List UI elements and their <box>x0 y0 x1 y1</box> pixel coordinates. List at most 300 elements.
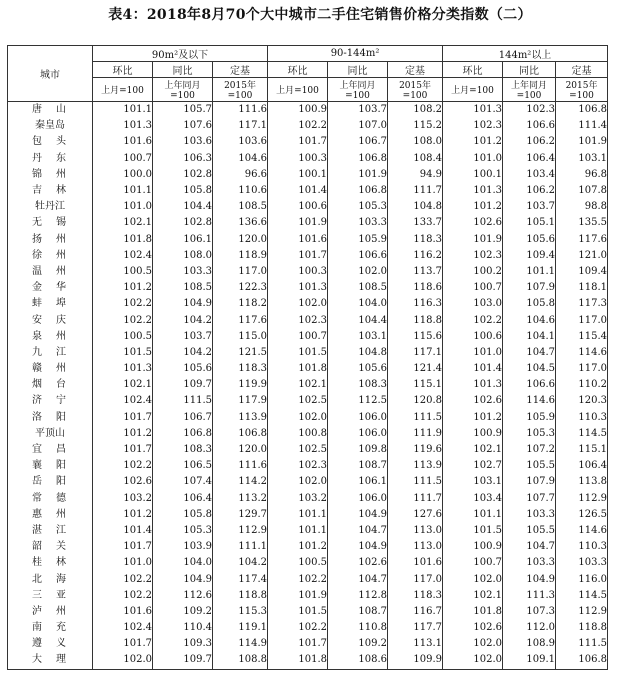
index-value: 109.7 <box>153 652 213 669</box>
index-value: 117.9 <box>213 393 268 409</box>
index-value: 104.7 <box>503 345 556 361</box>
base-last-month: 上月=100 <box>93 78 153 102</box>
index-value: 101.5 <box>268 604 328 620</box>
index-value: 102.2 <box>93 296 153 312</box>
subheader-mom: 环比 <box>93 62 153 78</box>
index-value: 101.2 <box>443 199 503 215</box>
index-value: 109.3 <box>153 636 213 652</box>
index-value: 101.0 <box>93 199 153 215</box>
index-value: 102.5 <box>268 393 328 409</box>
index-value: 117.4 <box>213 571 268 587</box>
index-value: 114.6 <box>503 393 556 409</box>
city-name: 丹 东 <box>8 151 93 167</box>
subheader-yoy: 同比 <box>153 62 213 78</box>
index-value: 101.1 <box>93 102 153 119</box>
base-last-month: 上月=100 <box>443 78 503 102</box>
index-value: 117.3 <box>556 296 608 312</box>
index-value: 112.8 <box>328 588 388 604</box>
index-value: 121.4 <box>388 361 443 377</box>
city-name: 大 理 <box>8 652 93 669</box>
header-row-subheaders <box>8 62 608 78</box>
index-value: 120.0 <box>213 442 268 458</box>
index-value: 104.5 <box>503 361 556 377</box>
base-year-2015: 2015年=100 <box>556 78 608 102</box>
index-value: 118.2 <box>213 296 268 312</box>
index-value: 110.6 <box>213 183 268 199</box>
city-name: 烟 台 <box>8 377 93 393</box>
index-value: 103.1 <box>443 474 503 490</box>
base-year-2015: 2015年=100 <box>388 78 443 102</box>
index-value: 105.1 <box>503 215 556 231</box>
index-value: 100.6 <box>443 329 503 345</box>
index-value: 102.1 <box>443 588 503 604</box>
table-row <box>8 636 608 652</box>
index-value: 102.4 <box>93 393 153 409</box>
index-value: 100.3 <box>268 151 328 167</box>
base-last-month: 上月=100 <box>268 78 328 102</box>
index-value: 101.8 <box>268 652 328 669</box>
index-value: 101.9 <box>268 215 328 231</box>
index-value: 102.2 <box>93 588 153 604</box>
index-value: 103.1 <box>556 151 608 167</box>
index-value: 101.7 <box>268 248 328 264</box>
index-value: 101.5 <box>443 523 503 539</box>
index-value: 102.1 <box>268 377 328 393</box>
index-value: 106.4 <box>503 151 556 167</box>
index-value: 102.5 <box>268 442 328 458</box>
index-value: 101.9 <box>556 134 608 150</box>
index-value: 105.9 <box>328 232 388 248</box>
city-name: 常 德 <box>8 491 93 507</box>
index-value: 106.6 <box>503 377 556 393</box>
index-value: 101.3 <box>443 102 503 119</box>
index-value: 101.2 <box>443 410 503 426</box>
city-name: 宜 昌 <box>8 442 93 458</box>
table-row <box>8 134 608 150</box>
index-value: 100.2 <box>443 264 503 280</box>
index-value: 135.5 <box>556 215 608 231</box>
index-value: 108.5 <box>328 280 388 296</box>
index-value: 109.4 <box>503 248 556 264</box>
index-value: 118.8 <box>388 312 443 328</box>
city-name: 岳 阳 <box>8 474 93 490</box>
index-value: 102.0 <box>328 264 388 280</box>
index-value: 106.8 <box>556 102 608 119</box>
index-value: 105.9 <box>503 410 556 426</box>
index-value: 129.7 <box>213 507 268 523</box>
index-value: 105.5 <box>503 458 556 474</box>
index-value: 116.2 <box>388 248 443 264</box>
index-value: 113.9 <box>213 410 268 426</box>
index-value: 104.9 <box>328 539 388 555</box>
index-value: 110.3 <box>556 410 608 426</box>
index-value: 101.0 <box>443 345 503 361</box>
index-value: 101.1 <box>93 183 153 199</box>
index-value: 103.6 <box>153 134 213 150</box>
table-body <box>8 102 608 670</box>
index-value: 101.9 <box>443 232 503 248</box>
index-value: 103.0 <box>443 296 503 312</box>
page-title: 表4：2018年8月70个大中城市二手住宅销售价格分类指数（二） <box>108 7 532 23</box>
index-value: 105.8 <box>153 183 213 199</box>
index-value: 112.6 <box>153 588 213 604</box>
city-name: 扬 州 <box>8 232 93 248</box>
index-value: 101.1 <box>268 523 328 539</box>
index-value: 102.2 <box>443 312 503 328</box>
subheader-fixed-base: 定基 <box>556 62 608 78</box>
index-value: 105.6 <box>328 361 388 377</box>
table-row <box>8 523 608 539</box>
index-value: 102.2 <box>93 458 153 474</box>
city-name: 蚌 埠 <box>8 296 93 312</box>
index-value: 115.3 <box>213 604 268 620</box>
city-name: 襄 阳 <box>8 458 93 474</box>
table-row <box>8 296 608 312</box>
index-value: 101.6 <box>388 555 443 571</box>
index-value: 103.7 <box>328 102 388 119</box>
table-row <box>8 507 608 523</box>
index-value: 117.0 <box>556 361 608 377</box>
index-value: 101.8 <box>93 232 153 248</box>
index-value: 101.4 <box>268 183 328 199</box>
index-value: 102.0 <box>443 652 503 669</box>
table-row <box>8 588 608 604</box>
city-name: 秦皇岛 <box>8 118 93 134</box>
index-value: 101.5 <box>93 345 153 361</box>
table-row <box>8 539 608 555</box>
index-value: 111.7 <box>388 183 443 199</box>
index-value: 119.6 <box>388 442 443 458</box>
index-value: 120.8 <box>388 393 443 409</box>
index-value: 105.7 <box>153 102 213 119</box>
index-value: 103.7 <box>503 199 556 215</box>
index-value: 113.7 <box>388 264 443 280</box>
table-row <box>8 620 608 636</box>
index-value: 96.6 <box>213 167 268 183</box>
index-value: 121.5 <box>213 345 268 361</box>
index-value: 106.0 <box>328 426 388 442</box>
index-value: 101.3 <box>93 361 153 377</box>
header-row-groups <box>8 46 608 62</box>
index-value: 113.9 <box>388 458 443 474</box>
index-value: 109.4 <box>556 264 608 280</box>
subheader-yoy: 同比 <box>328 62 388 78</box>
index-value: 107.9 <box>503 474 556 490</box>
index-value: 117.0 <box>388 571 443 587</box>
index-value: 101.1 <box>268 507 328 523</box>
index-value: 102.3 <box>268 312 328 328</box>
city-name: 安 庆 <box>8 312 93 328</box>
table-row <box>8 571 608 587</box>
index-value: 105.3 <box>503 426 556 442</box>
index-value: 101.9 <box>328 167 388 183</box>
index-value: 101.2 <box>443 134 503 150</box>
index-value: 106.0 <box>328 410 388 426</box>
index-value: 102.4 <box>93 620 153 636</box>
index-value: 107.0 <box>328 118 388 134</box>
index-value: 102.3 <box>443 248 503 264</box>
index-value: 101.4 <box>443 361 503 377</box>
index-value: 101.6 <box>268 232 328 248</box>
index-value: 106.8 <box>556 652 608 669</box>
index-value: 116.0 <box>556 571 608 587</box>
index-value: 113.8 <box>556 474 608 490</box>
index-value: 102.1 <box>93 215 153 231</box>
index-value: 108.7 <box>328 604 388 620</box>
index-value: 106.6 <box>328 248 388 264</box>
index-value: 119.1 <box>213 620 268 636</box>
index-value: 103.6 <box>213 134 268 150</box>
index-value: 104.8 <box>328 345 388 361</box>
table-row <box>8 410 608 426</box>
city-name: 唐 山 <box>8 102 93 119</box>
index-value: 107.3 <box>503 604 556 620</box>
index-value: 104.9 <box>153 571 213 587</box>
index-value: 108.2 <box>388 102 443 119</box>
index-value: 111.5 <box>388 474 443 490</box>
index-value: 106.1 <box>153 232 213 248</box>
index-value: 102.4 <box>93 248 153 264</box>
header-row-bases <box>8 78 608 102</box>
index-value: 106.2 <box>503 183 556 199</box>
index-value: 101.6 <box>93 604 153 620</box>
index-value: 133.7 <box>388 215 443 231</box>
index-value: 103.2 <box>268 491 328 507</box>
table-row <box>8 151 608 167</box>
index-value: 110.3 <box>556 539 608 555</box>
index-value: 117.0 <box>213 264 268 280</box>
city-name: 赣 州 <box>8 361 93 377</box>
index-value: 115.4 <box>556 329 608 345</box>
index-value: 108.6 <box>328 652 388 669</box>
index-value: 101.7 <box>268 636 328 652</box>
index-value: 104.9 <box>503 571 556 587</box>
index-value: 100.9 <box>443 539 503 555</box>
index-value: 98.8 <box>556 199 608 215</box>
index-value: 100.3 <box>268 264 328 280</box>
index-value: 108.7 <box>328 458 388 474</box>
index-value: 111.7 <box>388 491 443 507</box>
index-value: 120.0 <box>213 232 268 248</box>
index-value: 109.9 <box>388 652 443 669</box>
index-value: 101.7 <box>268 134 328 150</box>
index-value: 103.3 <box>153 264 213 280</box>
index-value: 108.3 <box>153 442 213 458</box>
city-name: 三 亚 <box>8 588 93 604</box>
table-row <box>8 312 608 328</box>
index-value: 113.1 <box>388 636 443 652</box>
index-value: 108.5 <box>153 280 213 296</box>
index-value: 105.5 <box>503 523 556 539</box>
index-value: 101.7 <box>93 442 153 458</box>
index-value: 102.0 <box>93 652 153 669</box>
index-value: 106.0 <box>328 491 388 507</box>
index-value: 111.5 <box>388 410 443 426</box>
index-value: 100.0 <box>93 167 153 183</box>
table-row <box>8 280 608 296</box>
index-value: 104.8 <box>388 199 443 215</box>
index-value: 103.2 <box>93 491 153 507</box>
index-value: 118.8 <box>213 588 268 604</box>
index-value: 118.3 <box>388 232 443 248</box>
index-value: 102.6 <box>443 393 503 409</box>
index-value: 102.0 <box>268 410 328 426</box>
index-value: 102.0 <box>443 571 503 587</box>
city-name: 北 海 <box>8 571 93 587</box>
index-value: 102.2 <box>268 620 328 636</box>
index-value: 127.6 <box>388 507 443 523</box>
index-value: 110.8 <box>328 620 388 636</box>
index-value: 103.7 <box>153 329 213 345</box>
index-value: 115.2 <box>388 118 443 134</box>
index-value: 113.2 <box>213 491 268 507</box>
table-row <box>8 248 608 264</box>
index-value: 110.2 <box>556 377 608 393</box>
index-value: 111.6 <box>213 102 268 119</box>
index-value: 104.2 <box>153 345 213 361</box>
city-name: 温 州 <box>8 264 93 280</box>
index-value: 111.4 <box>556 118 608 134</box>
index-value: 109.7 <box>153 377 213 393</box>
index-value: 102.1 <box>93 377 153 393</box>
index-value: 108.0 <box>388 134 443 150</box>
index-value: 106.8 <box>328 183 388 199</box>
table-row <box>8 215 608 231</box>
table-row <box>8 458 608 474</box>
table-row <box>8 102 608 119</box>
city-name: 桂 林 <box>8 555 93 571</box>
table-row <box>8 118 608 134</box>
index-value: 115.1 <box>388 377 443 393</box>
base-same-month-last-year: 上年同月=100 <box>328 78 388 102</box>
index-value: 104.4 <box>328 312 388 328</box>
table-row <box>8 652 608 669</box>
index-value: 100.9 <box>268 102 328 119</box>
index-value: 107.9 <box>503 280 556 296</box>
index-value: 104.7 <box>328 523 388 539</box>
index-value: 106.1 <box>328 474 388 490</box>
index-value: 102.8 <box>153 167 213 183</box>
index-value: 120.3 <box>556 393 608 409</box>
table-row <box>8 183 608 199</box>
index-value: 113.0 <box>388 523 443 539</box>
base-same-month-last-year: 上年同月=100 <box>153 78 213 102</box>
index-value: 104.2 <box>213 555 268 571</box>
index-value: 111.3 <box>503 588 556 604</box>
index-value: 103.9 <box>153 539 213 555</box>
table-row <box>8 345 608 361</box>
index-value: 107.8 <box>556 183 608 199</box>
index-value: 108.5 <box>213 199 268 215</box>
index-value: 107.2 <box>503 442 556 458</box>
index-value: 106.7 <box>328 134 388 150</box>
index-value: 121.0 <box>556 248 608 264</box>
index-value: 102.6 <box>328 555 388 571</box>
index-value: 101.5 <box>268 345 328 361</box>
index-value: 102.0 <box>268 296 328 312</box>
index-value: 104.9 <box>328 507 388 523</box>
index-value: 107.4 <box>153 474 213 490</box>
index-value: 116.3 <box>388 296 443 312</box>
base-same-month-last-year: 上年同月=100 <box>503 78 556 102</box>
index-value: 118.9 <box>213 248 268 264</box>
index-value: 105.3 <box>328 199 388 215</box>
index-value: 119.9 <box>213 377 268 393</box>
city-name: 泸 州 <box>8 604 93 620</box>
index-value: 102.6 <box>443 215 503 231</box>
table-row <box>8 491 608 507</box>
index-value: 101.2 <box>93 280 153 296</box>
index-value: 118.6 <box>388 280 443 296</box>
index-value: 118.3 <box>388 588 443 604</box>
index-value: 114.6 <box>556 523 608 539</box>
index-value: 112.9 <box>213 523 268 539</box>
index-value: 101.2 <box>268 539 328 555</box>
price-index-table <box>7 45 608 670</box>
city-column-header: 城市 <box>8 46 93 102</box>
index-value: 101.3 <box>268 280 328 296</box>
subheader-fixed-base: 定基 <box>213 62 268 78</box>
index-value: 109.2 <box>153 604 213 620</box>
index-value: 117.1 <box>388 345 443 361</box>
index-value: 105.6 <box>153 361 213 377</box>
index-value: 101.8 <box>443 604 503 620</box>
table-row <box>8 555 608 571</box>
index-value: 113.0 <box>388 539 443 555</box>
table-row <box>8 442 608 458</box>
index-value: 112.5 <box>328 393 388 409</box>
index-value: 108.9 <box>503 636 556 652</box>
index-value: 101.3 <box>443 183 503 199</box>
index-value: 126.5 <box>556 507 608 523</box>
index-value: 112.9 <box>556 491 608 507</box>
index-value: 102.0 <box>268 474 328 490</box>
index-value: 104.6 <box>503 312 556 328</box>
index-value: 117.0 <box>556 312 608 328</box>
index-value: 105.6 <box>503 232 556 248</box>
index-value: 110.4 <box>153 620 213 636</box>
group-header-large: 144m²以上 <box>443 46 608 62</box>
index-value: 118.8 <box>556 620 608 636</box>
index-value: 102.2 <box>93 571 153 587</box>
city-name: 九 江 <box>8 345 93 361</box>
city-name: 包 头 <box>8 134 93 150</box>
index-value: 117.7 <box>388 620 443 636</box>
index-value: 122.3 <box>213 280 268 296</box>
index-value: 103.3 <box>503 507 556 523</box>
index-value: 106.3 <box>153 151 213 167</box>
index-value: 102.6 <box>93 474 153 490</box>
index-value: 107.6 <box>153 118 213 134</box>
city-name: 湛 江 <box>8 523 93 539</box>
index-value: 106.4 <box>556 458 608 474</box>
index-value: 94.9 <box>388 167 443 183</box>
index-value: 101.3 <box>93 118 153 134</box>
index-value: 101.2 <box>93 507 153 523</box>
index-value: 109.1 <box>503 652 556 669</box>
city-name: 南 充 <box>8 620 93 636</box>
index-value: 100.9 <box>443 426 503 442</box>
index-value: 106.2 <box>503 134 556 150</box>
index-value: 114.5 <box>556 588 608 604</box>
city-name: 牡丹江 <box>8 199 93 215</box>
group-header-small: 90m²及以下 <box>93 46 268 62</box>
index-value: 104.7 <box>503 539 556 555</box>
index-value: 106.4 <box>153 491 213 507</box>
index-value: 102.3 <box>443 118 503 134</box>
index-value: 102.1 <box>443 442 503 458</box>
index-value: 102.7 <box>443 458 503 474</box>
